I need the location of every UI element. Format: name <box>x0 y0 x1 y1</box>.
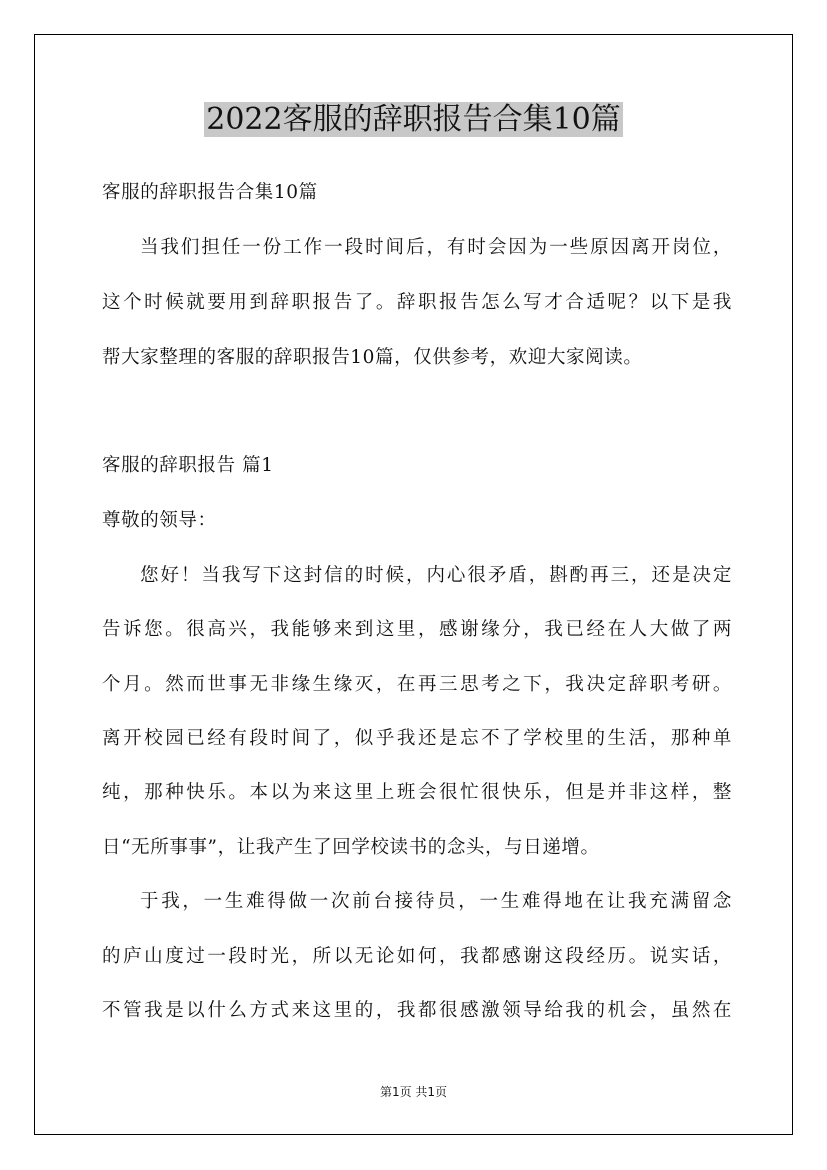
paragraph-line: 不管我是以什么方式来这里的，我都很感激领导给我的机会，虽然在 <box>102 1000 732 1021</box>
document-subtitle: 客服的辞职报告合集10篇 <box>102 182 318 203</box>
salutation: 尊敬的领导： <box>102 510 217 531</box>
document-title <box>0 98 827 142</box>
paragraph-line: 您好！当我写下这封信的时候，内心很矛盾，斟酌再三，还是决定 <box>140 565 732 586</box>
paragraph-line: 离开校园已经有段时间了，似乎我还是忘不了学校里的生活，那种单 <box>102 728 732 749</box>
paragraph-line: 日“无所事事”，让我产生了回学校读书的念头，与日递增。 <box>102 837 600 858</box>
paragraph-line: 个月。然而世事无非缘生缘灭，在再三思考之下，我决定辞职考研。 <box>102 674 732 695</box>
intro-line: 帮大家整理的客服的辞职报告10篇，仅供参考，欢迎大家阅读。 <box>102 347 643 368</box>
intro-line: 当我们担任一份工作一段时间后，有时会因为一些原因离开岗位， <box>140 237 732 258</box>
section-heading: 客服的辞职报告 篇1 <box>102 455 274 476</box>
document-title-text: 2022客服的辞职报告合集10篇 <box>206 102 621 137</box>
intro-line: 这个时候就要用到辞职报告了。辞职报告怎么写才合适呢？以下是我 <box>102 292 732 313</box>
page-footer: 第1页 共1页 <box>379 1085 448 1099</box>
paragraph-line: 告诉您。很高兴，我能够来到这里，感谢缘分，我已经在人大做了两 <box>102 619 732 640</box>
paragraph-line: 于我，一生难得做一次前台接待员，一生难得地在让我充满留念 <box>140 891 732 912</box>
paragraph-line: 的庐山度过一段时光，所以无论如何，我都感谢这段经历。说实话， <box>102 946 732 967</box>
paragraph-line: 纯，那种快乐。本以为来这里上班会很忙很快乐，但是并非这样，整 <box>102 782 732 803</box>
